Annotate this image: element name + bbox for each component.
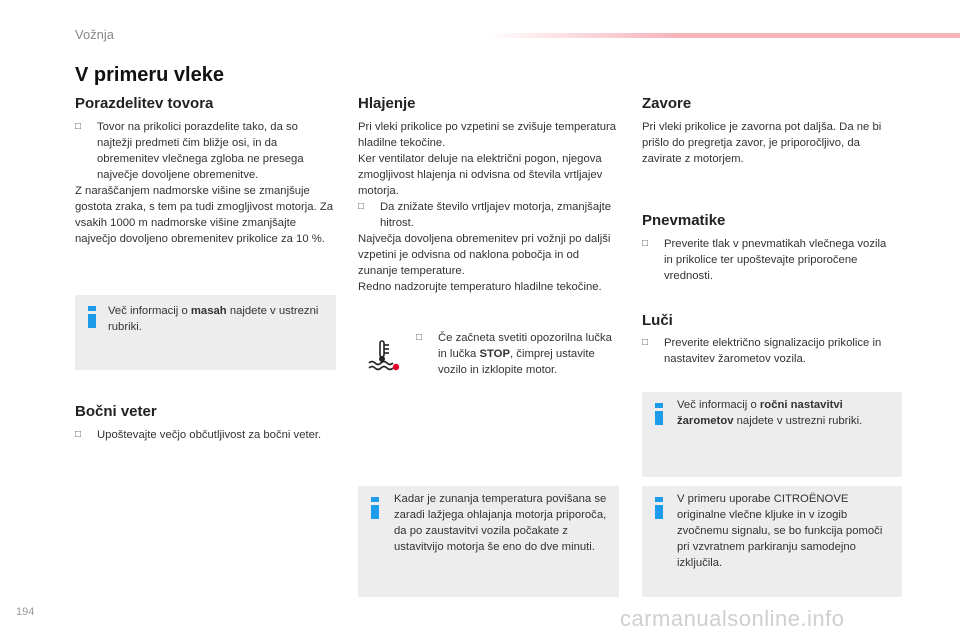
info-text-masah: Več informacij o masah najdete v ustrezni rubriki. xyxy=(108,305,319,333)
square-bullet-icon: □ xyxy=(642,238,649,249)
bullet-text: Preverite električno signalizacijo prikolice in nastavitev žarometov vozila. xyxy=(664,337,882,365)
bullet-luci xyxy=(642,335,897,367)
bullet-warning xyxy=(416,330,621,378)
info-text-temperature: Kadar je zunanja temperatura povišana se zaradi lažjega ohlajanja motorja priporoča, da po zaustavitvi vozila počakate z ustavitvijo motorja še eno do dve minuti. xyxy=(394,493,607,553)
info-box-temperature xyxy=(358,486,619,597)
bullet-porazdelitev xyxy=(75,119,330,183)
bullet-text: Preverite tlak v pnevmatikah vlečnega vozila in prikolice ter upoštevajte priporočene vrednosti. xyxy=(664,238,887,282)
hlajenje-p3: Največja dovoljena obremenitev pri vožnji po daljši vzpetini je odvisna od naklona pobočja in od zunanje temperature. xyxy=(358,233,611,277)
square-bullet-icon: □ xyxy=(642,337,649,348)
warning-text: Če začneta svetiti opozorilna lučka in lučka STOP, čimprej ustavite vozilo in izklopite motor. xyxy=(438,332,612,376)
heading-porazdelitev: Porazdelitev tovora xyxy=(75,95,214,112)
heading-hlajenje: Hlajenje xyxy=(358,95,416,112)
coolant-temperature-warning-icon xyxy=(365,338,401,372)
paragraph-zavore: Pri vleki prikolice je zavorna pot daljša. Da ne bi prišlo do pregretja zavor, je priporočljivo, da zavirate z motorjem. xyxy=(642,121,882,165)
square-bullet-icon: □ xyxy=(75,121,82,132)
bullet-hlajenje xyxy=(358,199,620,231)
bullet-text: Tovor na prikolici porazdelite tako, da so najtežji predmeti čim bližje osi, in da obremenitev vlečnega zgloba ne presega največje dovoljene obremenitve. xyxy=(97,121,304,181)
info-text-citroen: V primeru uporabe CITROËNOVE originalne vlečne kljuke in v izogib zvočnemu signalu, se bo funkcija pomoči pri vzvratnem parkiranju samodejno izključila. xyxy=(677,493,883,569)
bullet-pnevmatike xyxy=(642,236,892,284)
page-number: 194 xyxy=(16,606,35,618)
info-text-zarometi: Več informacij o ročni nastavitvi žarometov najdete v ustrezni rubriki. xyxy=(677,399,863,427)
hlajenje-text-block xyxy=(358,119,620,295)
watermark: carmanualsonline.info xyxy=(620,606,845,631)
heading-luci: Luči xyxy=(642,312,673,329)
heading-zavore: Zavore xyxy=(642,95,692,112)
bullet-text: Da znižate število vrtljajev motorja, zmanjšajte hitrost. xyxy=(380,201,612,229)
paragraph-porazdelitev: Z naraščanjem nadmorske višine se zmanjšuje gostota zraka, s tem pa tudi zmogljivost motorja. Za vsakih 1000 m nadmorske višine zmanjšajte največjo dovoljeno obremenitev prikolice za 10 %. xyxy=(75,185,334,245)
bullet-text: Upoštevajte večjo občutljivost za bočni veter. xyxy=(97,429,322,441)
hlajenje-p2: Ker ventilator deluje na električni pogon, njegova zmogljivost hlajenja ni odvisna od števila vrtljajev motorja. xyxy=(358,153,603,197)
info-box-masah xyxy=(75,295,336,370)
info-box-zarometi xyxy=(642,392,902,477)
square-bullet-icon: □ xyxy=(416,332,423,343)
bullet-bocni-veter xyxy=(75,427,325,443)
info-box-citroen xyxy=(642,486,902,597)
section-label: Vožnja xyxy=(75,27,115,42)
heading-pnevmatike: Pnevmatike xyxy=(642,212,726,229)
page-title: V primeru vleke xyxy=(75,64,224,86)
header-accent-bar xyxy=(485,33,960,38)
square-bullet-icon: □ xyxy=(358,201,365,212)
square-bullet-icon: □ xyxy=(75,429,82,440)
heading-bocni-veter: Bočni veter xyxy=(75,403,157,420)
hlajenje-p4: Redno nadzorujte temperaturo hladilne tekočine. xyxy=(358,281,602,293)
hlajenje-p1: Pri vleki prikolice po vzpetini se zvišuje temperatura hladilne tekočine. xyxy=(358,121,617,149)
